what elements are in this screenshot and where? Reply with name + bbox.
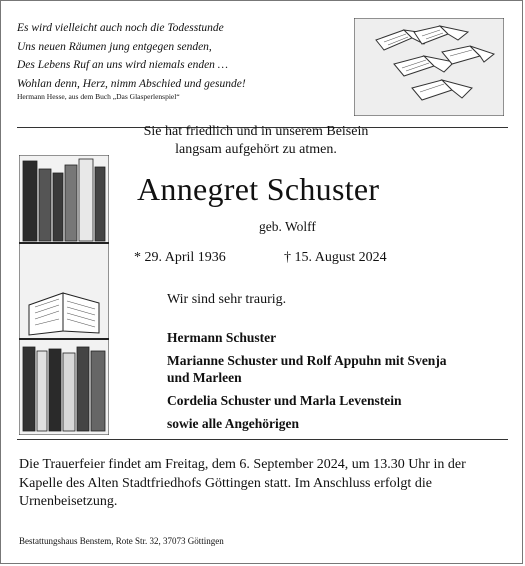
bookshelf-illustration <box>19 155 109 435</box>
poem-line: Des Lebens Ruf an uns wird niemals enden … <box>17 59 229 71</box>
sad-line: Wir sind sehr traurig. <box>167 292 287 307</box>
mourner: sowie alle Angehörigen <box>167 416 299 431</box>
intro-line: Sie hat friedlich und in unserem Beisein <box>143 124 369 139</box>
birth-date: * 29. April 1936 <box>134 250 226 265</box>
poem-line: Uns neuen Räumen jung entgegen senden, <box>17 40 212 53</box>
divider-bottom <box>17 439 508 440</box>
poem-source: Hermann Hesse, aus dem Buch „Das Glasperlenspiel“ <box>17 92 180 101</box>
open-books-illustration <box>354 18 504 116</box>
poem-line: Wohlan denn, Herz, nimm Abschied und gesunde! <box>17 77 246 90</box>
maiden-name: geb. Wolff <box>259 219 316 234</box>
intro-text <box>121 123 391 159</box>
poem-line: Es wird vielleicht auch noch die Todesstunde <box>17 22 224 34</box>
mourner: Hermann Schuster <box>167 330 277 345</box>
funeral-notice: Die Trauerfeier findet am Freitag, dem 6. September 2024, um 13.30 Uhr in der Kapelle des Alten Stadtfriedhofs Göttingen statt. Im Anschluss erfolgt die Urnenbeisetzung. <box>19 457 466 509</box>
death-date: † 15. August 2024 <box>284 250 387 265</box>
mourners-list <box>167 329 467 438</box>
intro-line: langsam aufgehört zu atmen. <box>175 142 337 157</box>
mourner: Marianne Schuster und Rolf Appuhn mit Svenja und Marleen <box>167 353 447 385</box>
mourner: Cordelia Schuster und Marla Levenstein <box>167 393 402 408</box>
poem <box>17 19 317 93</box>
undertaker-address: Bestattungshaus Benstem, Rote Str. 32, 37073 Göttingen <box>19 536 224 546</box>
deceased-name: Annegret Schuster <box>137 171 380 207</box>
